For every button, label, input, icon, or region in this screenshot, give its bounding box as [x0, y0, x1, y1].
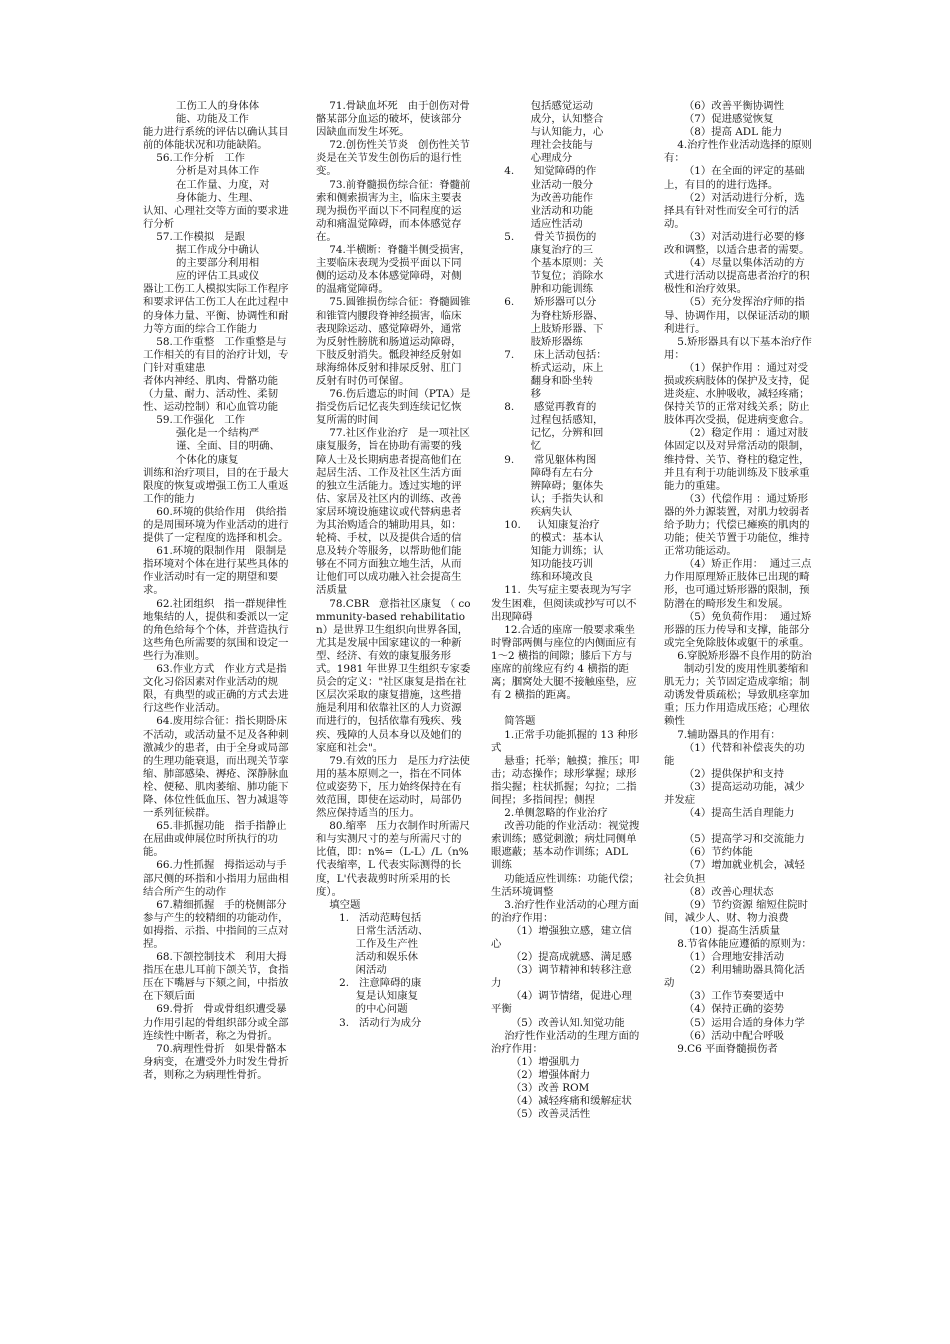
paragraph: 肿和功能训练 [491, 283, 593, 296]
paragraph: 61.环境的限制作用 限制是指环境对个体在进行某些具体的作业活动时有一定的期望和要求。 [143, 545, 289, 597]
paragraph: 5.矫形器具有以下基本治疗作用： [664, 335, 812, 361]
paragraph: 8. 感觉再教育的 [491, 401, 597, 414]
paragraph: （1）在全面的评定的基础上，有目的的进行选择。 [664, 165, 805, 191]
paragraph: 能、功能及工作 [143, 113, 249, 126]
paragraph: 辨障碍；躯体失 [491, 479, 604, 492]
paragraph: （6）活动中配合呼吸 [664, 1029, 784, 1042]
paragraph: （3）提高运动功能，减少并发症 [664, 780, 805, 806]
paragraph: （4）矫正作用： 通过三点力作用原理矫正肢体已出现的畸形，也可通过矫形器的限制，预防潜在的畸形发生和发展。 [664, 558, 812, 610]
paragraph: 记忆，分辨和回 [491, 427, 604, 440]
paragraph [491, 702, 641, 715]
paragraph: 据工作成分中确认 [143, 244, 260, 257]
paragraph: 67.精细抓握 手的桡侧部分参与产生的较精细的功能动作，如拇指、示指、中指间的三点对捏。 [143, 898, 289, 950]
paragraph: 2. 注意障碍的康 [316, 977, 422, 990]
paragraph: （9）节约资源 缩短住院时间，减少人、财、物力浪费 [664, 898, 809, 924]
paragraph: 68.下颌控制技术 利用大拇指压在患儿耳前下颌关节，食指压在下嘴唇与下颏之间，中指放在下颏后面 [143, 951, 289, 1003]
paragraph: 72.创伤性关节炎 创伤性关节炎是在关节发生创伤后的退行性变。 [316, 139, 470, 178]
paragraph: （5）运用合适的身体力学 [664, 1016, 805, 1029]
paragraph: 知功能技巧训 [491, 558, 593, 571]
paragraph: 忆 [491, 440, 542, 453]
paragraph: 工伤工人的身体体 [143, 100, 260, 112]
paragraph: 70.病理性骨折 如果骨骼本身病变，在遭受外力时发生骨折者，则称之为病理性骨折。 [143, 1042, 289, 1081]
paragraph: 工作及生产性 [316, 938, 418, 950]
paragraph: 78.CBR 意指社区康复 （ community-based rehabilitation）是世界卫生组织向世界各国，尤其是发展中国家建议的一种新型、经济、有效的康复服务形式。1981 年世界卫生组织专家委员会的定义："社区康复是指在社区层次采取的康复措施，这些措施是利用和依靠社区的人力资源而进行的，包括依靠有残疾、残疾、残障的人员本身以及她们的家庭和社会"。 [316, 597, 471, 754]
text-column-1 [143, 100, 295, 1082]
paragraph: 66.力性抓握 拇指运动与手部尺侧的环指和小指用力屈曲相结合所产生的动作 [143, 859, 289, 898]
paragraph: （5）充分发挥治疗师的指导、协调作用，以保证活动的顺利进行。 [664, 296, 810, 335]
paragraph: （4）提高生活自理能力 [664, 807, 795, 820]
paragraph: （3）代偿作用 ：通过矫形器的外力源装置，对肌力较弱者给予助力；代偿已瘫痪的肌肉的功能；使关节置于功能位，维持正常功能运动。 [664, 492, 810, 558]
paragraph: 节复位；消除水 [491, 270, 604, 283]
paragraph: 过程包括感知， [491, 414, 604, 427]
paragraph: 上肢矫形器、下 [491, 322, 604, 335]
paragraph: （1）合理地安排活动 [664, 951, 784, 964]
paragraph: 活动和娱乐休 [316, 951, 418, 964]
paragraph: 1.正常手功能抓握的 13 种形式 [491, 728, 638, 754]
paragraph: 练和环境改良 [491, 571, 593, 584]
paragraph: 能力进行系统的评估以确认其目前的体能状况和功能缺陷。 [143, 126, 289, 152]
paragraph: （1）增强独立感，建立信心 [491, 924, 632, 950]
paragraph: （4）调节情绪，促进心理平衡 [491, 990, 632, 1016]
paragraph: 桥式运动，床上 [491, 361, 604, 374]
paragraph: 闲活动 [316, 964, 387, 977]
paragraph: 康复治疗的三 [491, 244, 593, 257]
paragraph: 4. 知觉障碍的作 [491, 165, 597, 178]
paragraph: 76.伤后遗忘的时间（PTA）是指受伤后记忆丧失到连续记忆恢复所需的时间 [316, 388, 471, 427]
paragraph: 业活动和功能 [491, 204, 593, 217]
paragraph: （7）促进感觉恢复 [664, 113, 774, 126]
paragraph: 65.非抓握功能 指手指静止在屈曲或伸展位时所执行的功能。 [143, 820, 287, 859]
paragraph: 认；手指失认和 [491, 492, 604, 505]
paragraph: 日常生活活动、 [316, 924, 429, 937]
paragraph: 在工作量、力度，对 [143, 178, 270, 191]
paragraph: 身体能力、生理、 [143, 191, 260, 204]
paragraph: 3.治疗性作业活动的心理方面的治疗作用： [491, 898, 639, 924]
paragraph: （1）增强肌力 [491, 1055, 580, 1068]
paragraph: 7.辅助器具的作用有： [664, 728, 781, 741]
paragraph: 8.节省体能应遵循的原则为： [664, 938, 812, 950]
paragraph: 9.C6 平面脊髓损伤者 [664, 1042, 778, 1055]
paragraph: （4）保持正确的姿势 [664, 1003, 784, 1016]
paragraph: （2）对活动进行分析，选择具有针对性而安全可行的活动。 [664, 191, 805, 230]
paragraph: 包括感觉运动 [491, 100, 593, 112]
paragraph: （3）调节精神和转移注意力 [491, 964, 632, 990]
paragraph: 的模式：基本认 [491, 532, 604, 545]
paragraph: 80.缩率 压力衣制作时所需尺和与实测尺寸的差与所需尺寸的比值，即：n%=（L-L）/L（n%代表缩率，L 代表实际测得的长度，L'代表裁剪时所采用的长度）。 [316, 820, 470, 898]
paragraph: 制动引发的废用性肌萎缩和肌无力；关节固定造成挛缩；制动诱发骨质疏松；导致肌痉挛加重；压力作用造成压疮；心理依赖性 [664, 663, 810, 728]
paragraph: 肢矫形器练 [491, 335, 583, 348]
paragraph: （3）工作节奏要适中 [664, 990, 784, 1003]
paragraph: 功能适应性训练：功能代偿；生活环境调整 [491, 872, 640, 898]
paragraph: 5. 骨关节损伤的 [491, 230, 597, 243]
paragraph: 75.圆锥损伤综合征：脊髓圆锥和锥管内腰段脊神经损害，临床表现除运动、感觉障碍外，通常为反射性膀胱和肠道运动障碍，下肢反射消失。骶段神经反射如球海绵体反射和排尿反射、肛门反射有时仍可保留。 [316, 296, 471, 387]
paragraph: 56.工作分析 工作 [143, 152, 245, 165]
paragraph [664, 820, 814, 833]
paragraph: 57.工作模拟 是跟 [143, 230, 245, 243]
paragraph: （3）改善 ROM [491, 1082, 590, 1095]
paragraph: （1）代替和补偿丧失的功能 [664, 741, 805, 767]
paragraph: 6.穿脱矫形器不良作用的防治 [664, 649, 812, 662]
paragraph: 心理成分 [491, 152, 573, 165]
paragraph: 移 [491, 388, 542, 401]
text-column-3 [491, 100, 641, 1121]
paragraph: 为改善功能作 [491, 191, 593, 204]
paragraph: （6）节约体能 [664, 846, 753, 859]
paragraph: 强化是一个结构严 [143, 427, 260, 440]
paragraph: 2.单侧忽略的作业治疗 [491, 807, 608, 820]
paragraph: 理社会技能与 [491, 139, 593, 152]
paragraph: 69.骨折 骨或骨组织遭受暴力作用引起的骨组织部分或全部连续性中断者，称之为骨折。 [143, 1003, 289, 1042]
paragraph: 分析是对具体工作 [143, 165, 260, 178]
paragraph: 与认知能力，心 [491, 126, 604, 139]
paragraph: 7. 床上活动包括： [491, 348, 607, 361]
paragraph: 6. 矫形器可以分 [491, 296, 597, 309]
paragraph: 治疗性作业活动的生理方面的治疗作用： [491, 1029, 640, 1055]
paragraph: 训练和治疗项目，目的在于最大限度的恢复或增强工伤工人重返工作的能力 [143, 466, 289, 505]
paragraph: 疾病失认 [491, 505, 573, 518]
paragraph: 认知、心理社交等方面的要求进行分析 [143, 204, 289, 230]
paragraph: （8）提高 ADL 能力 [664, 126, 783, 139]
paragraph: （7）增加就业机会，减轻社会负担 [664, 859, 805, 885]
paragraph: （8）改善心理状态 [664, 885, 774, 898]
paragraph: 填空题 [316, 898, 361, 911]
paragraph: 适应性活动 [491, 217, 583, 230]
paragraph: 11. 失写症主要表现为写字发生困难，但阅读或抄写可以不出现障碍 [491, 584, 637, 623]
paragraph: 的主要部分利用相 [143, 257, 260, 270]
paragraph: 成分，认知整合 [491, 113, 604, 126]
paragraph: 障碍有左右分 [491, 466, 593, 479]
paragraph: 64.废用综合征：指长期卧床不活动，或活动量不足及各种刺激减少的患者，由于全身或局部的生理功能衰退，而出现关节挛缩、肺部感染、褥疮、深静脉血栓、便秘、肌肉萎缩、肺功能下降、体位性低血压、智力减退等一系列征候群。 [143, 715, 289, 820]
paragraph: （1）保护作用 ：通过对受损或疾病肢体的保护及支持，促进炎症、水肿吸收，减轻疼痛；保持关节的正常对线关系；防止肢体再次受损，促进病变愈合。 [664, 361, 810, 427]
paragraph: 62.社团组织 指一群规律性地集结的人，提供和委派以一定的角色给每个个体，并营造执行这些角色所需要的氛围和设定一些行为准则。 [143, 597, 289, 662]
text-column-4 [664, 100, 814, 1056]
paragraph: （5）提高学习和交流能力 [664, 833, 805, 846]
paragraph: 59.工作强化 工作 [143, 414, 245, 427]
paragraph: 个体化的康复 [143, 453, 239, 466]
paragraph: 复是认知康复 [316, 990, 418, 1003]
paragraph: 的中心问题 [316, 1003, 408, 1016]
paragraph: 1. 活动范畴包括 [316, 911, 422, 924]
paragraph: （3）对活动进行必要的修改和调整，以适合患者的需要。 [664, 230, 810, 257]
paragraph: 器让工伤工人模拟实际工作程序和要求评估工伤工人在此过程中的身体力量、平衡、协调性和耐力等方面的综合工作能力 [143, 283, 289, 335]
paragraph: 为脊柱矫形器、 [491, 309, 604, 322]
paragraph: 74.半横断：脊髓半侧受损害，主要临床表现为受损平面以下同侧的运动及本体感觉障碍，对侧的温痛觉障碍。 [316, 244, 471, 296]
paragraph: 71.骨缺血坏死 由于创伤对骨骼某部分血运的破坏，使该部分因缺血而发生坏死。 [316, 100, 470, 139]
paragraph: （2）稳定作用 ：通过对肢体固定以及对异常活动的限制，维持骨、关节、脊柱的稳定性，并且有利于功能训练及下肢承重能力的重建。 [664, 427, 810, 492]
paragraph: 翻身和卧坐转 [491, 374, 593, 387]
paragraph: 77.社区作业治疗 是一项社区康复服务，旨在协助有需要的残障人士及长期病患者提高他们在起居生活、工作及社区生活方面的独立生活能力。透过实地的评估、家居及社区内的训练、改善家居环境设施建议或代替病患者为其治购适合的辅助用具，如：轮椅、手杖，以及提供合适的信息及转介等服务，以帮助他们能够在不同方面独立地生活，从而让他们可以成功融入社会提高生活质量 [316, 427, 470, 597]
paragraph: 63.作业方式 作业方式是指文化习俗因素对作业活动的规限，有典型的或正确的方式去进行这些作业活动。 [143, 663, 289, 715]
paragraph: 悬垂；托举；触摸；推压；叩击；动态操作；球形掌握；球形指尖握；柱状抓握；勾拉；二指间捏；多指间捏；侧捏 [491, 754, 640, 806]
paragraph: 60.环境的供给作用 供给指的是周围环境为作业活动的进行提供了一定程度的选择和机会。 [143, 505, 289, 545]
text-column-2 [316, 100, 471, 1030]
paragraph: （4）减轻疼痛和缓解症状 [491, 1095, 632, 1108]
paragraph: 改善功能的作业活动：视觉搜索训练；感觉刺激；病灶同侧单眼遮蔽；基本动作训练；ADL 训练 [491, 820, 640, 872]
paragraph: 9. 常见躯体构图 [491, 453, 597, 466]
paragraph: （2）提高成就感、满足感 [491, 951, 632, 964]
paragraph: 业活动一般分 [491, 178, 593, 191]
paragraph: 12.合适的座席一般要求乘坐时臀部两侧与座位的内侧面应有 1～2 横指的间隙；膝后下方与座席的前缘应有约 4 横指的距离；腘窝处大腿不接触座垫，应有 2 横指的距离。 [491, 623, 640, 702]
paragraph: 简答题 [491, 715, 536, 728]
paragraph: （10）提高生活质量 [664, 924, 781, 937]
paragraph: 应的评估工具或仪 [143, 270, 260, 283]
paragraph: 者体内神经、肌肉、骨骼功能（力量、耐力、活动性、柔韧性、运动控制）和心血管功能 [143, 374, 279, 414]
paragraph: （5）免负荷作用： 通过矫形器的压力传导和支撑，能部分或完全免除肢体或躯干的承重。 [664, 610, 812, 649]
paragraph: 10. 认知康复治疗 [491, 519, 600, 531]
paragraph: 73.前脊髓损伤综合征：脊髓前索和侧索损害为主，临床主要表现为损伤平面以下不同程度的运动和痛温觉障碍，而本体感觉存在。 [316, 178, 471, 243]
paragraph: （5）改善认知.知觉功能 [491, 1016, 625, 1029]
paragraph: 79.有效的压力 是压力疗法使用的基本原则之一，指在不同体位或姿势下，压力始终保持在有效范围，即使在运动时，局部仍然应保持适当的压力。 [316, 754, 470, 820]
paragraph: （2）增强体耐力 [491, 1068, 591, 1081]
paragraph: （5）改善灵活性 [491, 1108, 591, 1121]
paragraph: 3. 活动行为成分 [316, 1016, 422, 1029]
paragraph: （2）利用辅助器具简化活动 [664, 964, 805, 990]
paragraph: 58.工作重整 工作重整是与工作相关的有目的治疗计划，专门针对重建患 [143, 335, 289, 374]
paragraph: 个基本原则：关 [491, 257, 604, 270]
paragraph: （2）提供保护和支持 [664, 767, 784, 780]
paragraph: 知能力训练；认 [491, 545, 604, 558]
paragraph: （6）改善平衡协调性 [664, 100, 784, 112]
paragraph: 谨、全面、目的明确、 [143, 440, 280, 453]
paragraph: （4）尽量以集体活动的方式进行活动以提高患者治疗的积极性和治疗效果。 [664, 257, 810, 296]
paragraph: 4.治疗性作业活动选择的原则有： [664, 139, 812, 165]
